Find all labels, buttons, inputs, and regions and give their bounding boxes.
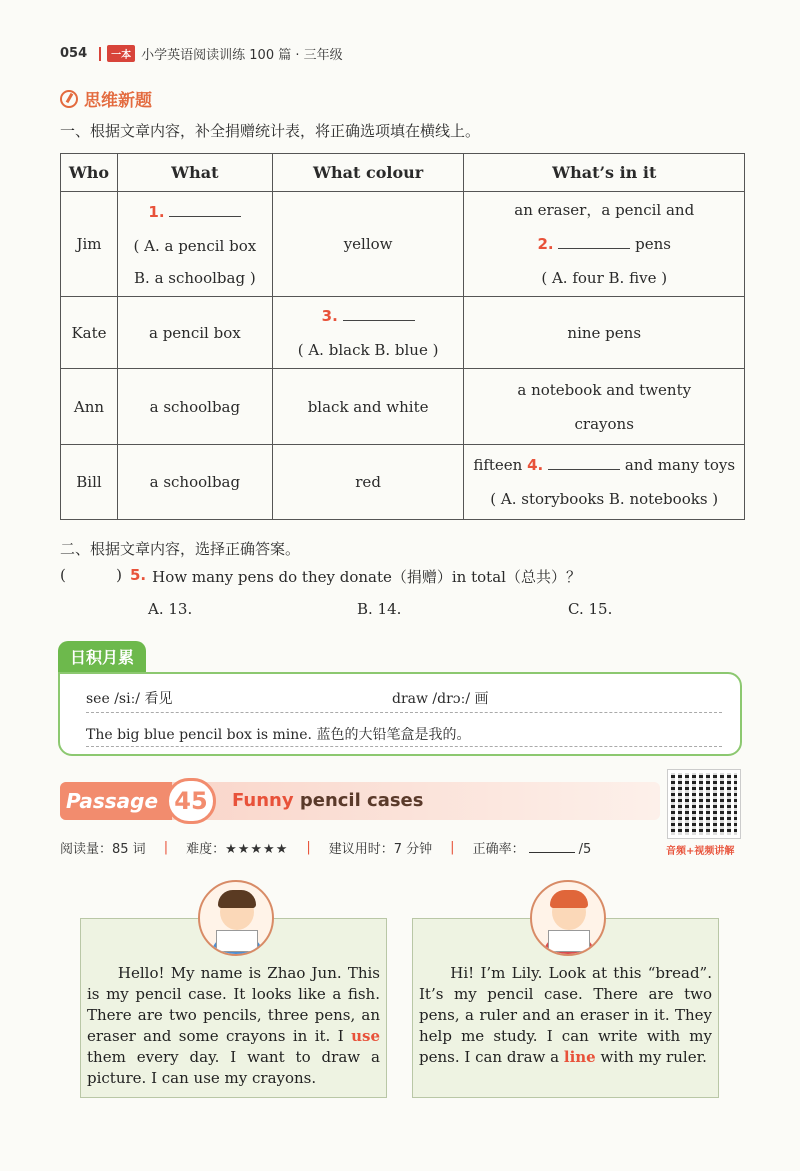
blank-number: 2. <box>537 235 554 253</box>
option-b[interactable]: B. 14. <box>357 600 402 618</box>
dashed-divider <box>86 746 722 747</box>
cell-what <box>117 192 272 297</box>
contents-text: an eraser，a pencil and <box>514 201 695 219</box>
meta-separator: | <box>163 840 169 855</box>
contents-text: and many toys <box>624 456 736 474</box>
cell-colour: black and white <box>272 369 464 445</box>
accuracy <box>473 838 592 857</box>
header-contents: What’s in it <box>464 154 745 192</box>
vocab-see: see /siː/ 看见 <box>86 691 173 707</box>
cell-who: Bill <box>61 445 118 520</box>
answer-blank-3[interactable] <box>343 307 415 321</box>
passage-title <box>232 790 423 811</box>
question-5 <box>60 566 620 587</box>
table-row <box>61 445 745 520</box>
table-row <box>61 297 745 369</box>
cell-contents <box>464 445 745 520</box>
question-number: 5. <box>130 566 147 584</box>
girl-avatar-icon <box>530 880 606 956</box>
question1-instruction: 一、根据文章内容，补全捐赠统计表，将正确选项填在横线上。 <box>60 122 481 140</box>
cell-contents <box>464 369 745 445</box>
cell-colour: yellow <box>272 192 464 297</box>
difficulty <box>186 838 288 857</box>
table-row <box>61 369 745 445</box>
story-text-part: Hi! I’m Lily. Look at this “bread”. It’s my pencil case. There are two pens, a ruler and an eraser in it. They help me study. I can write with my pens. I can draw a <box>419 964 712 1066</box>
qr-code[interactable] <box>668 770 740 838</box>
book-title: 小学英语阅读训练 100 篇 · 三年级 <box>141 48 343 63</box>
story-text-part: with my ruler. <box>595 1048 707 1066</box>
cell-contents <box>464 192 745 297</box>
blank-number: 4. <box>527 456 544 474</box>
cell-what: a schoolbag <box>117 369 272 445</box>
answer-blank-2[interactable] <box>558 235 630 249</box>
option-a[interactable]: A. 13. <box>148 600 193 618</box>
table-row <box>61 192 745 297</box>
page-number: 054 <box>60 46 88 61</box>
option-c[interactable]: C. 15. <box>568 600 613 618</box>
cell-contents: nine pens <box>464 297 745 369</box>
vocab-draw: draw /drɔː/ 画 <box>392 691 489 707</box>
cell-who: Kate <box>61 297 118 369</box>
story-text-part: them every day. I want to draw a picture. I can use my crayons. <box>87 1048 380 1087</box>
header-colour: What colour <box>272 154 464 192</box>
cell-who: Jim <box>61 192 118 297</box>
section-heading <box>60 86 152 111</box>
story-keyword: line <box>563 1048 596 1066</box>
cell-who: Ann <box>61 369 118 445</box>
cell-colour <box>272 297 464 369</box>
blank-number: 3. <box>321 306 338 325</box>
story-text-part: Hello! My name is Zhao Jun. This is my pencil case. It looks like a fish. There are two pencils, three pens, an eraser and some crayons in it. I <box>87 964 380 1045</box>
page-header <box>60 44 343 63</box>
option-text: ( A. storybooks B. notebooks ) <box>490 490 719 508</box>
header-divider <box>99 47 101 61</box>
difficulty-label: 难度： <box>186 842 226 857</box>
title-highlight: Funny <box>232 790 294 811</box>
star-icons: ★★★★★ <box>225 842 289 857</box>
accuracy-blank[interactable] <box>529 841 575 853</box>
cell-what: a pencil box <box>117 297 272 369</box>
question2-instruction: 二、根据文章内容，选择正确答案。 <box>60 540 301 558</box>
example-sentence: The big blue pencil box is mine. 蓝色的大铅笔盒是我的。 <box>86 727 471 743</box>
title-rest: pencil cases <box>293 790 424 811</box>
option-text: B. a schoolbag ) <box>134 269 256 287</box>
answer-blank-1[interactable] <box>169 203 241 217</box>
word-count: 阅读量：85 词 <box>60 842 146 857</box>
blank-number: 1. <box>148 203 165 221</box>
accuracy-label: 正确率： <box>472 842 525 857</box>
paren-close: ) <box>116 566 122 584</box>
pencil-circle-icon <box>60 90 78 108</box>
header-what: What <box>117 154 272 192</box>
table-header-row <box>61 154 745 192</box>
answer-blank-4[interactable] <box>548 456 620 470</box>
question-text: How many pens do they donate（捐赠）in total（总共）？ <box>152 568 581 586</box>
qr-label: 音频+视频讲解 <box>666 846 735 857</box>
suggested-time: 建议用时：7 分钟 <box>328 842 433 857</box>
answer-paren[interactable] <box>60 566 122 587</box>
contents-text: crayons <box>574 414 634 433</box>
contents-text: a notebook and twenty <box>517 380 692 399</box>
daily-tab: 日积月累 <box>58 641 146 672</box>
paren-open: ( <box>60 566 66 584</box>
dashed-divider <box>86 712 722 713</box>
passage-meta <box>60 838 591 857</box>
contents-text: pens <box>635 235 671 253</box>
publisher-logo: 一本 <box>107 45 135 62</box>
donation-table <box>60 153 745 520</box>
passage-number: 45 <box>166 778 216 824</box>
story-keyword: use <box>351 1027 380 1045</box>
cell-what: a schoolbag <box>117 445 272 520</box>
boy-avatar-icon <box>198 880 274 956</box>
option-text: ( A. black B. blue ) <box>297 340 439 359</box>
daily-box <box>58 672 742 756</box>
option-text: ( A. four B. five ) <box>541 269 668 287</box>
meta-separator: | <box>306 840 311 855</box>
contents-text: fifteen <box>473 456 523 474</box>
option-text: ( A. a pencil box <box>133 237 257 255</box>
header-who: Who <box>61 154 118 192</box>
meta-separator: | <box>450 840 455 855</box>
accuracy-total: /5 <box>578 842 592 857</box>
section-title: 思维新题 <box>84 91 152 111</box>
passage-label: Passage <box>60 782 172 820</box>
cell-colour: red <box>272 445 464 520</box>
